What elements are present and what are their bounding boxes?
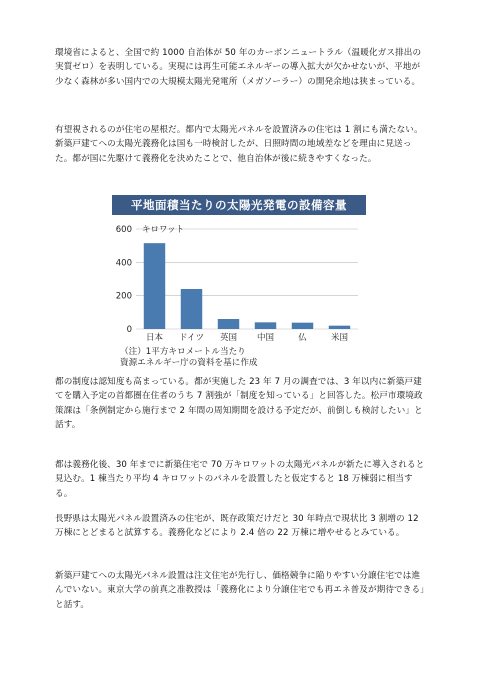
chart-title: 平地面積当たりの太陽光発電の設備容量: [112, 195, 366, 215]
y-tick-label: 200: [115, 291, 132, 302]
bar: [181, 289, 202, 329]
paragraph: 新築戸建てへの太陽光パネル設置は注文住宅が先行し、価格競争に陥りやすい分譲住宅では進んでいない。東京大学の前真之准教授は「義務化により分譲住宅でも再エネ普及が期待できる」と話す。: [55, 571, 425, 610]
x-tick-label: 日本: [145, 333, 164, 343]
paragraph: 有望視されるのが住宅の屋根だ。都内で太陽光パネルを設置済みの住宅は 1 割にも満たない。新築戸建てへの太陽光義務化は国も一時検討したが、日照時間の地域差などを理由に見送った。都が国に先駆けて義務化を決めたことで、他自治体が後に続きやすくなった。: [55, 125, 423, 164]
bar: [292, 323, 313, 329]
x-tick-label: 英国: [219, 333, 238, 343]
paragraph: 長野県は太陽光パネル設置済みの住宅が、既存政策だけだと 30 年時点で現状比 3 割増の 12 万棟にとどまると試算する。義務化などにより 2.4 倍の 22 万棟に増やせるとみている。: [55, 514, 419, 539]
bar: [329, 326, 350, 329]
bar: [218, 319, 239, 329]
paragraph: 都の制度は認知度も高まっている。都が実施した 23 年 7 月の調査では、3 年以内に新築戸建てを購入予定の首都圏在住者のうち 7 割強が「制度を知っている」と回答した。松戸市環境政策課は「条例制定から施行まで 2 年間の周知期間を設ける予定だが、前倒しも検討したい」と話す。: [55, 377, 423, 430]
x-tick-label: 中国: [256, 333, 275, 343]
chart-note: 資源エネルギー庁の資料を基に作成: [120, 358, 258, 368]
y-tick-label: 0: [126, 325, 132, 335]
y-tick-label: 400: [115, 258, 132, 269]
bar: [255, 322, 276, 329]
chart-plot: [112, 215, 366, 368]
y-tick-label: 600: [115, 225, 132, 235]
bar-chart: [112, 195, 366, 368]
x-tick-label: 米国: [330, 333, 349, 343]
chart-note: （注）1平方キロメートル当たり: [120, 347, 246, 357]
x-tick-label: 仏: [298, 333, 307, 343]
x-tick-label: ドイツ: [178, 333, 205, 343]
paragraph: 環境省によると、全国で約 1000 自治体が 50 年のカーボンニュートラル（温暖化ガス排出の実質ゼロ）を表明している。実現には再生可能エネルギーの導入拡大が欠かせないが、平地が少なく森林が多い国内での大規模太陽光発電所（メガソーラー）の開発余地は狭まっている。: [55, 48, 422, 87]
unit-label: キロワット: [142, 225, 185, 235]
paragraph: 都は義務化後、30 年までに新築住宅で 70 万キロワットの太陽光パネルが新たに導入されると見込む。1 棟当たり平均 4 キロワットのパネルを設置したと仮定すると 18 万棟弱に相当する。: [55, 460, 425, 499]
bar: [144, 243, 165, 329]
